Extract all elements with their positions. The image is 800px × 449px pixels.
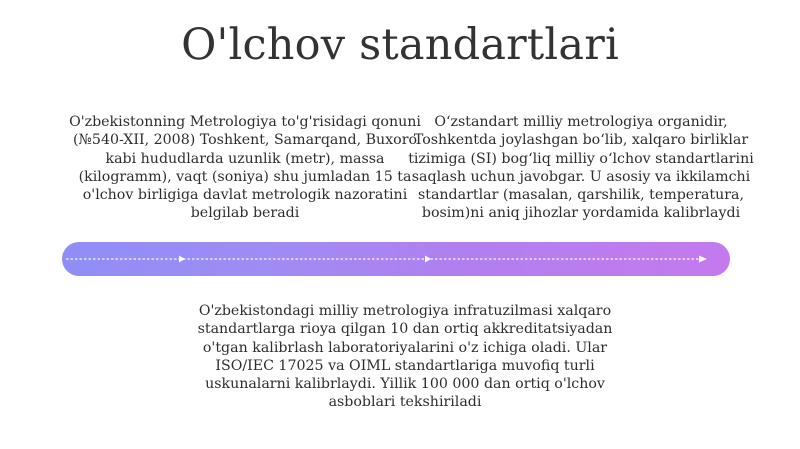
timeline-bar: [62, 242, 730, 276]
timeline-arrow-icon: [699, 256, 707, 263]
text-block-right: O‘zstandart milliy metrologiya organidir, Toshkentda joylashgan bo‘lib, xalqaro birliklar tizimiga (SI) bog‘liq milliy o‘lchov standartlarini saqlash uchun javobgar. U asosiy va ikkilamchi standartlar (masalan, qarshilik, temperatura, bosim)ni aniq jihozlar yordamida kalibrlaydi: [408, 114, 754, 222]
timeline-arrow-icon: [179, 256, 185, 263]
timeline-line: [62, 242, 730, 276]
text-block-left: O'zbekistonning Metrologiya to'g'risidagi qonuni (№540-XII, 2008) Toshkent, Samarqand, Buxoro kabi hududlarda uzunlik (metr), massa (kilogramm), vaqt (soniya) shu jumladan 15 ta o'lchov birligiga davlat metrologik nazoratini belgilab beradi: [69, 114, 421, 222]
page-title: O'lchov standartlari: [181, 20, 619, 70]
timeline-arrow-icon: [425, 256, 431, 263]
text-block-bottom: O'zbekistondagi milliy metrologiya infratuzilmasi xalqaro standartlarga rioya qilgan 10 dan ortiq akkreditatsiyadan o'tgan kalibrlash laboratoriyalarini o'z ichiga oladi. Ular ISO/IEC 17025 va OIML standartlariga muvofiq turli uskunalarni kalibrlaydi. Yillik 100 000 dan ortiq o'lchov asboblari tekshiriladi: [197, 303, 613, 411]
